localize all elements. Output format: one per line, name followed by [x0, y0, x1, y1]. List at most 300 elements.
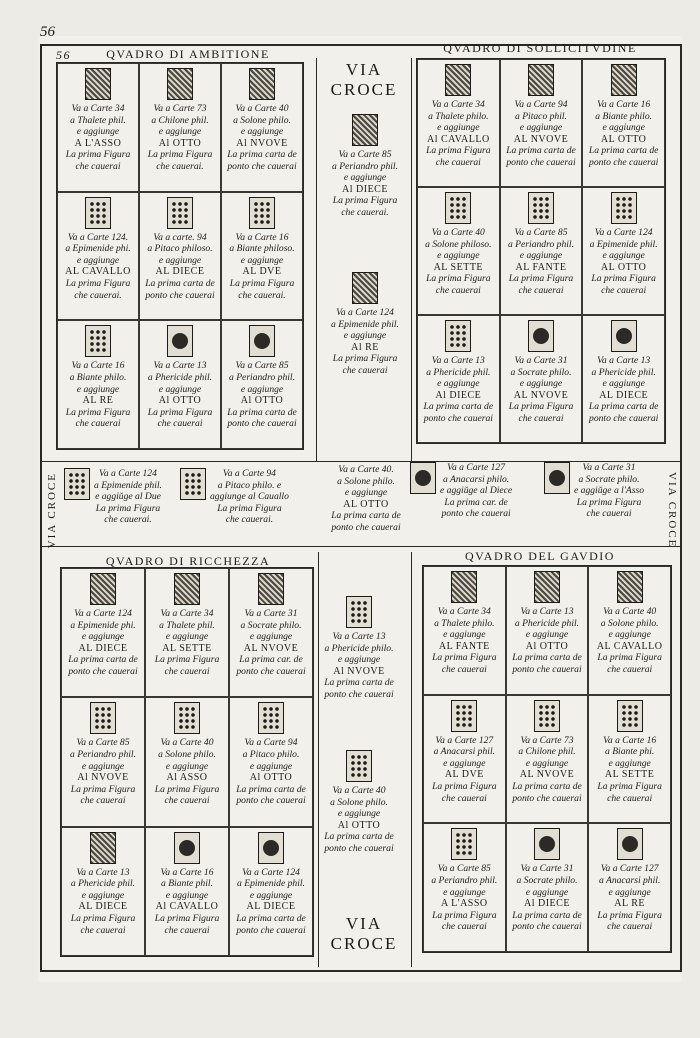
line-l3: e aggiunge [76, 254, 120, 266]
line-l6: ponto che cauerai [589, 412, 659, 424]
line-l5: La prima Figura [508, 401, 574, 413]
line-l3: e aggiunge [158, 254, 202, 266]
center-entry [318, 114, 412, 219]
entry-text [432, 735, 497, 805]
entry-text [148, 103, 213, 173]
grid-sollicitudine [416, 58, 666, 444]
card-figure-icon [90, 832, 116, 864]
line-l3: e aggiunge [240, 126, 284, 138]
entry-text [512, 863, 582, 933]
table-cell [500, 59, 583, 187]
line-l5: La prima carta de [588, 145, 659, 157]
line-l1: Va a Carte 40 [332, 785, 386, 796]
line-l2: a Epimenide phil. [589, 238, 658, 250]
line-l4: AL DVE [242, 266, 282, 278]
line-l4: Al DIECE [524, 898, 570, 910]
line-l2: a Phericide phil. [591, 366, 656, 378]
entry-text [574, 462, 644, 520]
line-l2: a Pitaco philoso. [147, 243, 213, 255]
table-cell [139, 320, 221, 449]
line-l4: AL DIECE [246, 901, 296, 913]
card-figure-icon [174, 573, 200, 605]
card-figure-icon [249, 68, 275, 100]
line-l1: Va a Carte 34 [431, 99, 485, 110]
line-l2: a Anacarsi philo. [443, 473, 510, 485]
card-pip-icon [167, 197, 193, 229]
line-l6: che cauerai [607, 663, 653, 675]
grid-gaudio [422, 565, 672, 953]
line-l3: e aggiunge [608, 886, 651, 898]
line-l5: La prima carta de [423, 401, 494, 413]
line-l5: La prima Figura [154, 913, 220, 925]
line-l4: A L'ASSO [441, 898, 488, 910]
line-l3: e aggiunge [343, 172, 387, 184]
card-figure-icon [445, 64, 471, 96]
line-l5: La prima Figura [70, 913, 136, 925]
table-cell [506, 566, 589, 695]
line-l3: e aggiunge [443, 757, 486, 769]
line-l4: Al NVOVE [236, 137, 288, 149]
card-pip-icon [167, 325, 193, 357]
card-figure-icon [451, 571, 477, 603]
line-l1: Va a Carte 85 [338, 149, 392, 160]
line-l3: e aggiunge [443, 886, 486, 898]
card-pip-icon [534, 828, 560, 860]
entry-text [424, 355, 494, 425]
line-l4: AL FANTE [438, 640, 490, 652]
line-l6: ponto che cauerai [589, 156, 659, 168]
line-l5: La prima Figura [154, 783, 220, 795]
entry-text [148, 360, 213, 430]
entry-text [71, 867, 136, 937]
line-l1: Va a Carte 13 [520, 606, 574, 617]
band-entry [410, 462, 540, 520]
line-l4: AL NVOVE [243, 642, 299, 654]
line-l3: e aggiunge [249, 760, 293, 772]
line-l2: a Socrate philo. [578, 473, 640, 485]
line-l2: a Solone philo. [337, 475, 395, 487]
line-l1: Va a Carte 124 [74, 608, 132, 619]
line-l3: e aggiunge [443, 629, 486, 641]
line-l2: a Thalete phil. [70, 114, 126, 126]
line-l4: AL DIECE [78, 901, 128, 913]
line-l2: a Phericide phil. [514, 617, 580, 629]
line-l5: La prima Figura [147, 406, 213, 418]
table-cell [506, 695, 589, 824]
line-l6: ponto che cauerai [423, 412, 493, 424]
line-l5: La prima carta de [588, 401, 659, 413]
line-l2: a Chilone phil. [518, 746, 576, 758]
line-l6: che cauerai [441, 921, 487, 933]
line-l6: che cauerai [518, 412, 564, 424]
line-l6: ponto che cauerai [68, 665, 138, 677]
line-l6: che cauerai [75, 418, 121, 430]
line-l2: a Biante philo. [69, 371, 127, 383]
line-l5: La prima Figura [597, 652, 662, 664]
entry-text [66, 103, 131, 173]
line-l4: A L'ASSO [74, 137, 122, 149]
line-l6: che cauerai [435, 156, 481, 168]
line-l6: che cauerai. [156, 160, 204, 172]
line-l5: La prima carta de [227, 149, 297, 161]
line-l3: e aggiunge [249, 631, 293, 643]
table-cell [61, 827, 145, 956]
table-cell [506, 823, 589, 952]
card-pip-icon [451, 828, 477, 860]
line-l5: La prima carta de [68, 654, 138, 666]
line-l5: La prima Figura [432, 652, 497, 664]
card-figure-icon [534, 571, 560, 603]
line-l4: Al DIECE [435, 389, 482, 401]
table-cell [582, 187, 665, 315]
entry-text [331, 307, 399, 377]
entry-text [432, 606, 497, 676]
line-l1: Va a Carte 85 [76, 737, 130, 749]
table-cell [229, 697, 313, 826]
via-croce-top-text: VIA CROCE [330, 60, 398, 99]
line-l2: a Chilone phil. [151, 114, 209, 126]
title-gaudio: QVADRO DEL GAVDIO [465, 549, 615, 563]
line-l3: e aggiunge [343, 330, 387, 342]
line-l2: a Pitaco phil. [515, 110, 567, 122]
line-l1: Va a Carte 124 [99, 468, 157, 479]
line-l3: e aggiunge [158, 383, 202, 395]
table-cell [423, 695, 506, 824]
line-l6: che cauerai [518, 284, 564, 296]
page-number: 56 [40, 24, 55, 40]
line-l5: La prima Figura [508, 273, 574, 285]
line-l3: e aggiunge [165, 760, 209, 772]
line-l1: Va a Carte 34 [71, 103, 125, 114]
entry-text [426, 99, 491, 169]
line-l1: Va a carte. 94 [153, 231, 207, 243]
center-entry [318, 272, 412, 377]
card-pip-icon [611, 192, 637, 224]
card-pip-icon [544, 462, 570, 494]
line-l4: AL SETTE [162, 642, 212, 654]
entry-text [331, 464, 401, 534]
line-l4: AL CAVALLO [65, 266, 131, 278]
line-l1: Va a Carte 13 [332, 631, 386, 642]
line-l4: Al OTTO [249, 772, 293, 784]
card-figure-icon [85, 68, 111, 100]
line-l6: che cauerai. [341, 206, 389, 218]
line-l5: La prima Figura [332, 353, 398, 365]
line-l6: ponto che cauerai [324, 688, 394, 700]
line-l4: AL OTTO [600, 261, 647, 273]
line-l2: a Periandro phil. [70, 748, 136, 760]
line-l1: Va a Carte 13 [153, 360, 207, 372]
card-pip-icon [451, 700, 477, 732]
line-l3: e aggiunge [525, 629, 569, 641]
line-l2: a Solone philo. [158, 748, 216, 760]
line-l2: a Biante phil. [161, 878, 213, 890]
line-l1: Va a Carte 40 [235, 103, 289, 114]
card-pip-icon [174, 702, 200, 734]
divider-right-column-low [411, 552, 412, 967]
line-l6: che cauerai. [225, 514, 274, 526]
line-l2: a Solone philo. [600, 617, 659, 629]
line-l4: AL RE [614, 898, 646, 910]
line-l6: ponto che cauerai [512, 663, 582, 675]
line-l6: che cauerai [164, 795, 210, 807]
line-l5: La prima carta de [145, 278, 215, 290]
entry-text [145, 232, 215, 302]
line-l5: La prima Figura [576, 496, 642, 508]
card-pip-icon [249, 197, 275, 229]
line-l2: a Phericide phil. [70, 878, 136, 890]
line-l2: a Biante philo. [595, 110, 653, 122]
card-pip-icon [85, 325, 111, 357]
entry-text [589, 355, 659, 425]
line-l2: a Epimenide phi. [70, 619, 136, 631]
table-cell [229, 827, 313, 956]
line-l1: Va a Carte 127 [447, 462, 506, 473]
card-figure-icon [611, 64, 637, 96]
entry-text [512, 735, 582, 805]
line-l1: Va a Carte 85 [514, 227, 568, 238]
line-l4: Al ASSO [166, 772, 208, 784]
inner-page-number: 56 [56, 48, 71, 62]
line-l5: La prima Figura [70, 783, 136, 795]
via-croce-left: VIA CROCE [46, 472, 58, 549]
line-l4: AL FANTE [515, 261, 567, 273]
line-l3: e aggiunge [76, 126, 120, 138]
line-l4: Al OTTO [158, 137, 202, 149]
table-cell [417, 187, 500, 315]
table-cell [417, 315, 500, 443]
line-l3: e aggiunge [437, 250, 480, 262]
line-l4: AL RE [82, 395, 114, 407]
card-pip-icon [445, 320, 471, 352]
line-l3: e aggiŭge al Diece [440, 485, 513, 497]
entry-text [324, 631, 394, 701]
line-l1: Va a Carte 16 [603, 734, 657, 746]
line-l3: e aggiunge [81, 631, 125, 643]
card-pip-icon [528, 320, 554, 352]
line-l6: ponto che cauerai [236, 665, 306, 677]
line-l6: che cauerai [75, 160, 121, 172]
line-l2: a Anacarsi phil. [598, 874, 661, 886]
entry-text [70, 737, 136, 807]
line-l3: e aggiunge [165, 631, 209, 643]
card-pip-icon [180, 468, 206, 500]
line-l1: Va a Carte 124. [67, 231, 129, 243]
line-l1: Va a Carte 31 [514, 355, 568, 366]
line-l3: e aggiunge [602, 250, 645, 262]
line-l4: AL SETTE [604, 769, 655, 781]
card-figure-icon [528, 64, 554, 96]
table-cell [588, 566, 671, 695]
line-l1: Va a Carte 124 [594, 227, 653, 238]
line-l2: a Biante phi. [605, 746, 655, 758]
line-l2: a Anacarsi phil. [433, 746, 496, 758]
line-l3: e aggiunge [344, 487, 388, 499]
card-pip-icon [528, 192, 554, 224]
line-l2: a Solone philoso. [425, 238, 492, 250]
via-croce-right: VIA CROCE [666, 472, 678, 549]
line-l1: Va a Carte 127 [600, 863, 659, 875]
line-l4: Al NVOVE [333, 665, 385, 677]
line-l4: Al OTTO [240, 395, 284, 407]
line-l6: che cauerai. [74, 289, 122, 301]
line-l5: La prima Figura [147, 149, 213, 161]
line-l1: Va a Carte 124 [336, 307, 394, 318]
line-l6: che cauerai. [238, 289, 286, 301]
line-l2: a Epimenide phil. [237, 878, 305, 890]
table-cell [221, 320, 303, 449]
line-l5: La prima Figura [217, 502, 282, 514]
table-cell [145, 697, 229, 826]
line-l1: Va a Carte 31 [582, 462, 636, 473]
line-l4: Al CAVALLO [155, 901, 219, 913]
line-l6: che cauerai [441, 663, 487, 675]
line-l5: La prima carta de [236, 913, 306, 925]
card-pip-icon [85, 197, 111, 229]
entry-text [155, 737, 220, 807]
entry-text [597, 863, 662, 933]
line-l3: e aggiunge [240, 254, 284, 266]
line-l6: che cauerai [607, 921, 653, 933]
line-l2: a Solone philo. [330, 796, 388, 808]
line-l6: che cauerai [80, 924, 126, 936]
line-l2: a Periandro phil. [507, 238, 574, 250]
table-cell [61, 568, 145, 697]
line-l1: Va a Carte 31 [520, 863, 574, 875]
line-l2: a Thalete philo. [434, 617, 495, 629]
line-l6: che cauerai [607, 792, 653, 804]
entry-text [431, 863, 497, 933]
line-l1: Va a Carte 13 [597, 355, 651, 366]
line-l1: Va a Carte 40 [431, 227, 485, 238]
line-l6: che cauerai [164, 665, 210, 677]
line-l3: e aggiunge [608, 629, 651, 641]
line-l5: La prima Figura [65, 278, 131, 290]
table-cell [500, 315, 583, 443]
title-sollicitudine: QVADRO DI SOLLICITVDINE [443, 41, 637, 55]
line-l6: ponto che cauerai [512, 921, 582, 933]
table-cell [423, 566, 506, 695]
entry-text [512, 606, 582, 676]
table-cell [588, 823, 671, 952]
line-l1: Va a Carte 31 [244, 608, 298, 619]
line-l5: La prima carta de [227, 406, 297, 418]
entry-text [589, 99, 659, 169]
line-l4: Al OTTO [525, 640, 569, 652]
line-l3: e aggiunge [337, 808, 381, 820]
table-cell [221, 192, 303, 321]
entry-text [155, 608, 220, 678]
card-pip-icon [258, 702, 284, 734]
table-cell [139, 63, 221, 192]
line-l5: La prima car. de [239, 654, 303, 666]
card-figure-icon [258, 573, 284, 605]
line-l3: e aggiŭge al Due [95, 491, 161, 503]
line-l4: Al RE [351, 341, 379, 353]
card-pip-icon [617, 828, 643, 860]
card-figure-icon [167, 68, 193, 100]
line-l5: La prima carta de [324, 677, 394, 689]
line-l5: La prima Figura [591, 273, 656, 285]
table-cell [582, 59, 665, 187]
line-l6: che cauerai [601, 284, 647, 296]
card-pip-icon [445, 192, 471, 224]
line-l1: Va a Carte 85 [235, 360, 289, 372]
table-cell [61, 697, 145, 826]
line-l5: La prima Figura [426, 145, 491, 157]
line-l3: e aggiunge [437, 122, 480, 134]
entry-text [68, 608, 138, 678]
entry-text [94, 468, 162, 526]
line-l2: a Thalete phil. [159, 619, 215, 631]
line-l6: che cauerai [435, 284, 481, 296]
via-croce-top [318, 60, 410, 100]
table-cell [57, 320, 139, 449]
line-l2: a Phericide philo. [324, 642, 394, 654]
line-l1: Va a Carte 40 [603, 606, 657, 617]
card-figure-icon [352, 272, 378, 304]
line-l3: e aggiunge [337, 654, 381, 666]
grid-ricchezza [60, 567, 314, 957]
line-l2: a Periandro phil. [431, 874, 498, 886]
line-l2: a Epimenide phi. [65, 243, 131, 255]
line-l6: ponto che cauerai [441, 508, 511, 520]
line-l5: La prima Figura [154, 654, 220, 666]
line-l5: La prima carta de [506, 145, 576, 157]
line-l3: e aggiunge [602, 122, 645, 134]
line-l1: Va a Carte 16 [235, 231, 289, 243]
table-cell [57, 192, 139, 321]
line-l2: a Phericide phil. [426, 366, 491, 378]
via-croce-bottom-text: VIA CROCE [330, 914, 398, 953]
via-croce-bottom [318, 914, 410, 954]
entry-text [508, 227, 574, 297]
line-l5: La prima carta de [512, 652, 582, 664]
card-figure-icon [617, 571, 643, 603]
line-l5: La prima carta de [331, 510, 401, 522]
line-l6: che cauerai [80, 795, 126, 807]
card-figure-icon [352, 114, 378, 146]
line-l1: Va a Carte 13 [431, 355, 485, 366]
line-l4: Al NVOVE [77, 772, 129, 784]
line-l4: AL OTTO [600, 133, 647, 145]
line-l5: La prima Figura [432, 909, 497, 921]
line-l2: a Epimenide phil. [331, 318, 399, 330]
line-l1: Va a Carte 40 [160, 737, 214, 749]
center-entry [312, 596, 406, 701]
line-l2: a Socrate philo. [240, 619, 302, 631]
line-l5: La prima Figura [229, 278, 295, 290]
card-pip-icon [174, 832, 200, 864]
entry-text [236, 737, 306, 807]
line-l3: e aggiunge [525, 886, 569, 898]
line-l4: AL SETTE [433, 261, 484, 273]
line-l3: e aggiunge [240, 383, 284, 395]
card-pip-icon [346, 596, 372, 628]
table-cell [145, 827, 229, 956]
line-l1: Va a Carte 94 [222, 468, 276, 479]
grid-ambitione [56, 62, 304, 450]
line-l1: Va a Carte 73 [520, 734, 574, 746]
line-l3: e aggiunge [519, 250, 563, 262]
entry-text [324, 785, 394, 855]
center-entry [312, 750, 406, 855]
card-pip-icon [90, 702, 116, 734]
table-cell [221, 63, 303, 192]
card-pip-icon [611, 320, 637, 352]
line-l4: AL DIECE [78, 642, 128, 654]
line-l6: che cauerai [157, 418, 203, 430]
